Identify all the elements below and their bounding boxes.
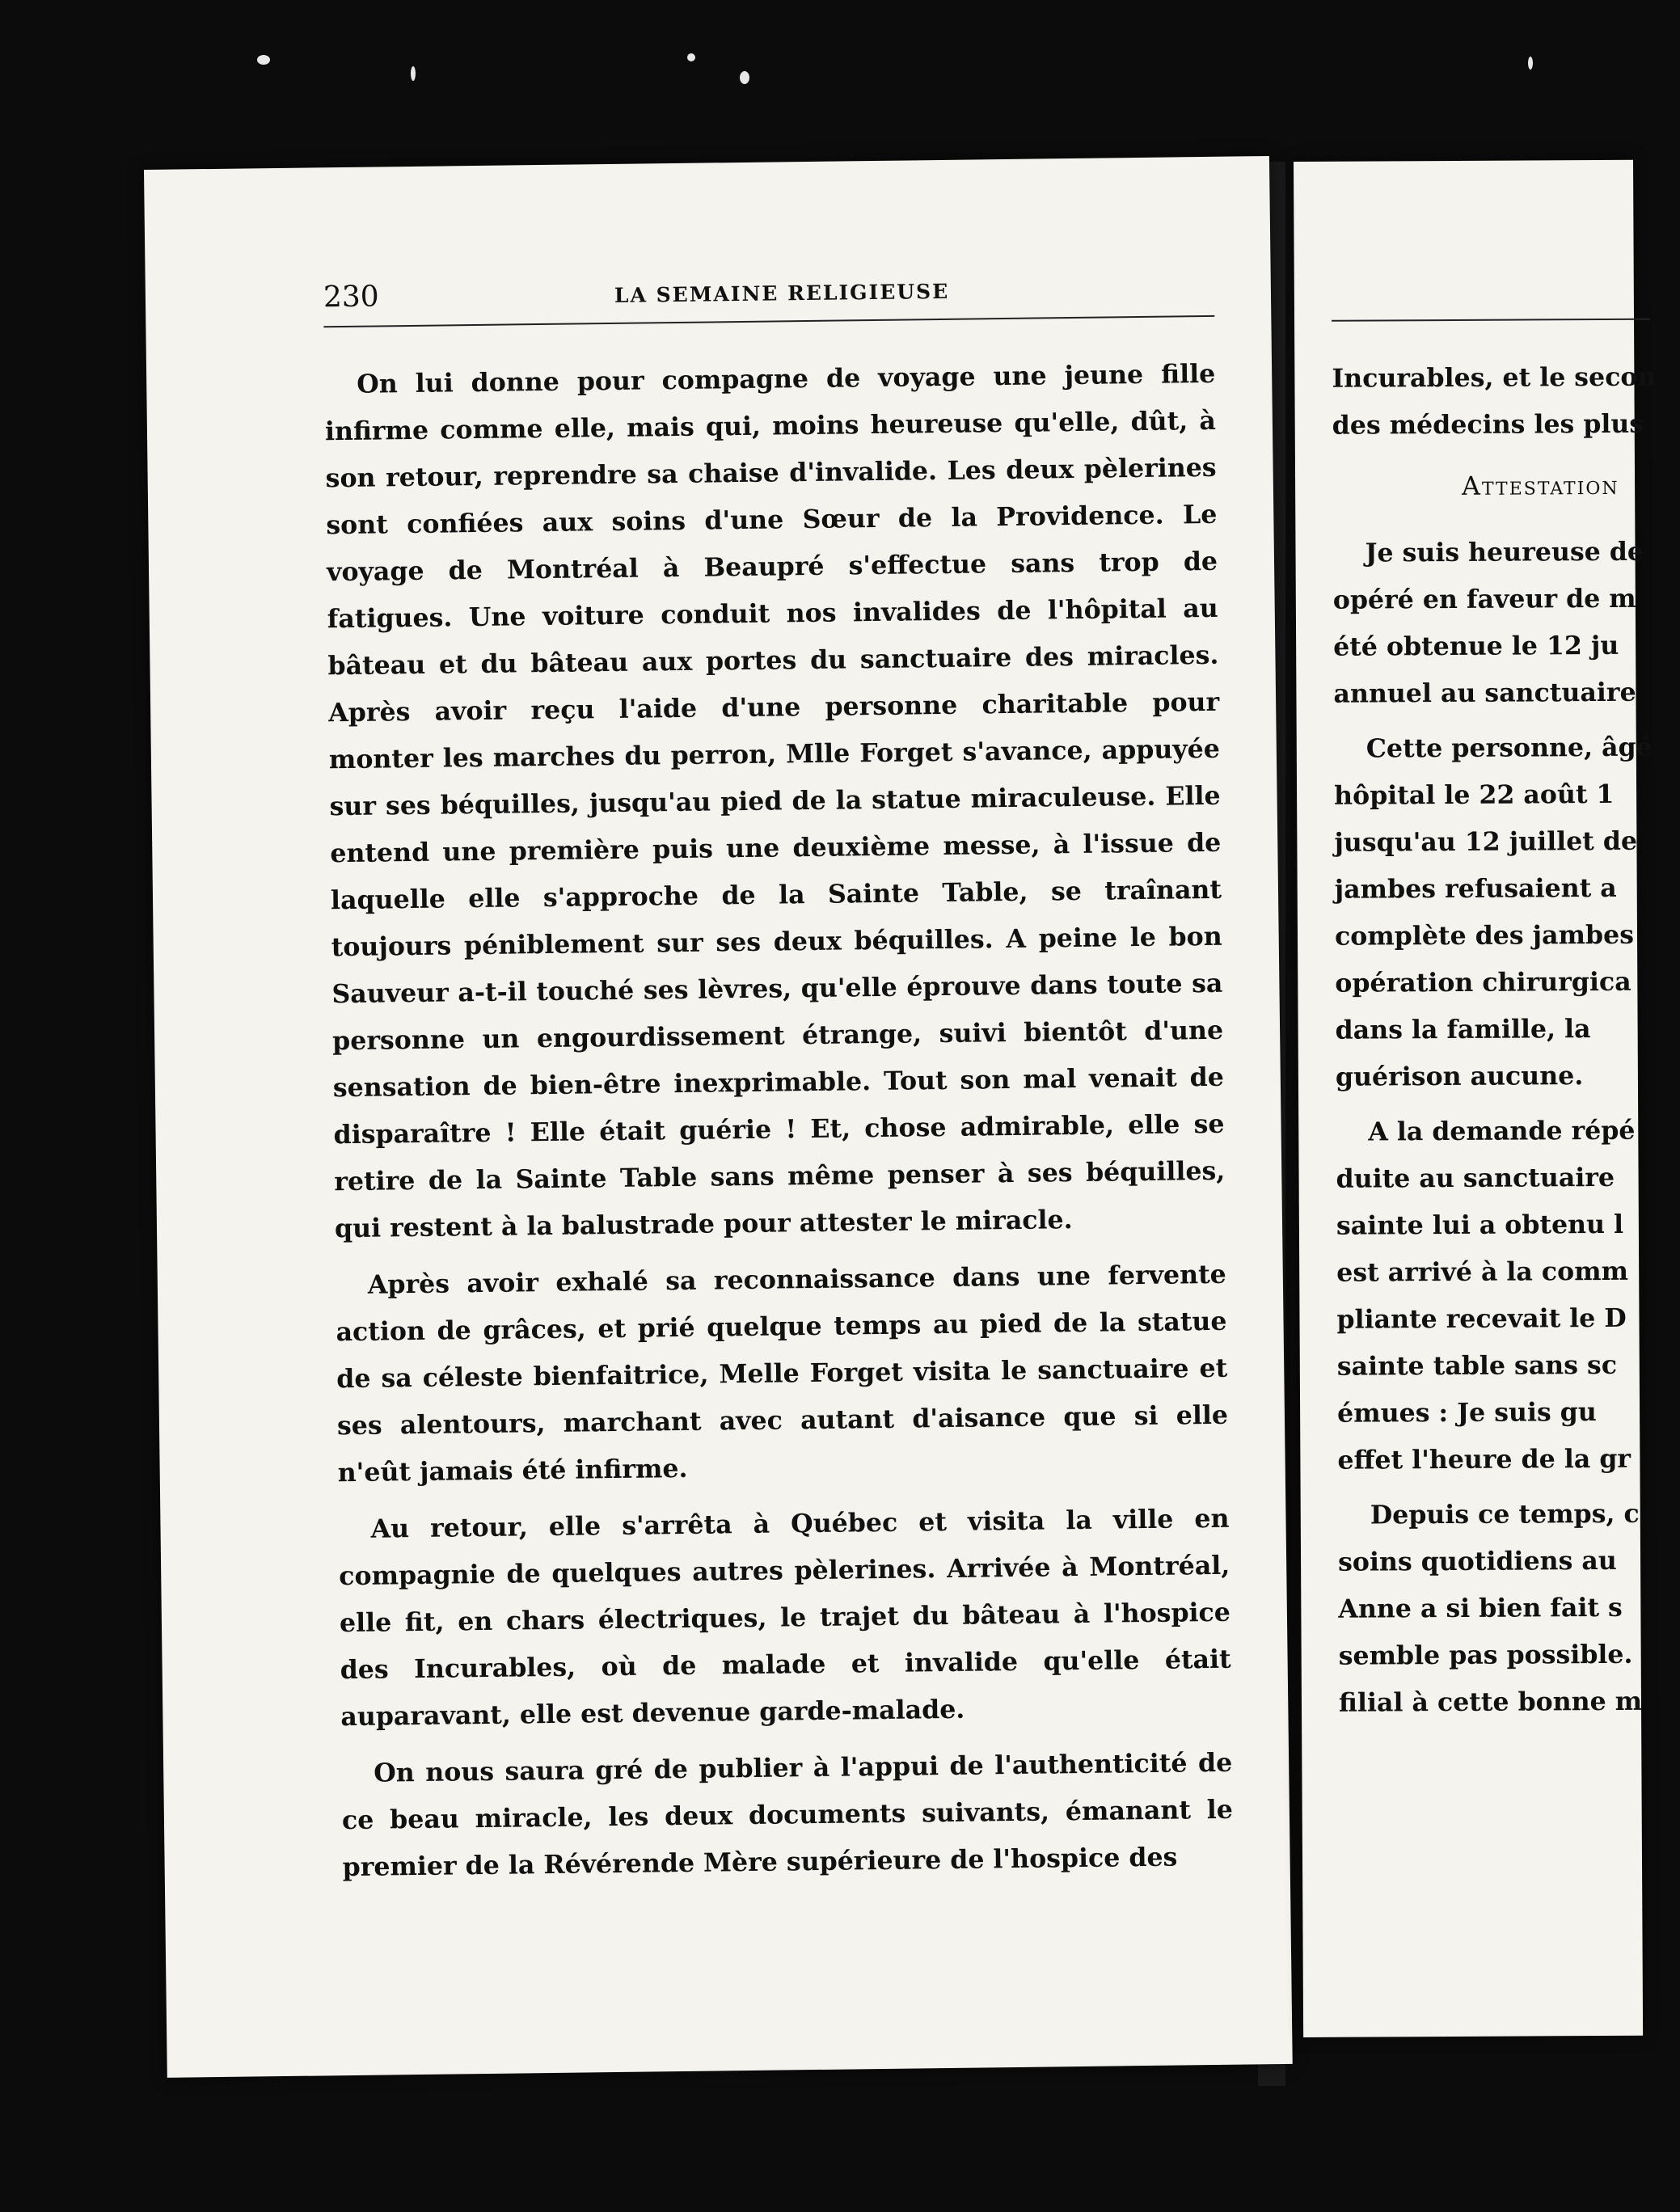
text-line: soins quotidiens au xyxy=(1337,1545,1617,1577)
paragraph-2: Après avoir exhalé sa reconnaissance dans une fervente action de grâces, et prié quelque temps au pied de la statue de sa céleste bienfaitrice, Melle Forget visita le sanctuaire et ses alentours, marchant avec autant d'aisance que si elle n'eût jamais été infirme. xyxy=(336,1259,1229,1488)
text-line: Depuis ce temps, c xyxy=(1370,1498,1640,1530)
text-line: des médecins les plus xyxy=(1332,408,1644,441)
text-line: effet l'heure de la gr xyxy=(1337,1443,1631,1475)
dust-speck xyxy=(740,71,749,84)
running-head-title: LA SEMAINE RELIGIEUSE xyxy=(614,279,950,307)
text-line: Incurables, et le secon xyxy=(1332,361,1657,394)
right-body-text xyxy=(1332,354,1678,1727)
header-rule-right xyxy=(1332,319,1650,322)
left-body-text xyxy=(324,351,1234,1901)
text-line: complète des jambes xyxy=(1334,919,1635,952)
dust-speck xyxy=(411,66,416,81)
left-page xyxy=(144,156,1293,2078)
paragraph-3: Au retour, elle s'arrêta à Québec et visita la ville en compagnie de quelques autres pèlerines. Arrivée à Montréal, elle fit, en chars électriques, le trajet du bâteau à l'hospice des Incurables, où de malade et invalide qu'elle était auparavant, elle est devenue garde-malade. xyxy=(339,1503,1231,1733)
text-line: duite au sanctuaire xyxy=(1336,1162,1615,1194)
text-line: A la demande répé xyxy=(1368,1115,1636,1147)
text-line: semble pas possible. xyxy=(1338,1639,1633,1671)
text-line: Cette personne, âgé xyxy=(1366,732,1653,764)
paragraph-4: On nous saura gré de publier à l'appui de l'authenticité de ce beau miracle, les deux documents suivants, émanant le premier de la Révérende Mère supérieure de l'hospice des xyxy=(341,1747,1234,1883)
text-line: dans la famille, la xyxy=(1335,1014,1591,1045)
text-line: opération chirurgica xyxy=(1335,966,1631,998)
paragraph-1: On lui donne pour compagne de voyage une jeune fille infirme comme elle, mais qui, moins heureuse qu'elle, dût, à son retour, reprendre sa chaise d'invalide. Les deux pèlerines sont confiées aux soins d'une Sœur de la Providence. Le voyage de Montréal à Beaupré s'effectue sans trop de fatigues. Une voiture conduit nos invalides de l'hôpital au bâteau et du bâteau aux portes du sanctuaire des miracles. Après avoir reçu l'aide d'une personne charitable pour monter les marches du perron, Mlle Forget s'avance, appuyée sur ses béquilles, jusqu'au pied de la statue miraculeuse. Elle entend une première puis une deuxième messe, à l'issue de laquelle elle s'approche de la Sainte Table, se traînant toujours péniblement sur ses deux béquilles. A peine le bon Sauveur a-t-il touché ses lèvres, qu'elle éprouve dans toute sa personne un engourdissement étrange, suivi bientôt d'une sensation de bien-être inexprimable. Tout son mal venait de disparaître ! Elle était guérie ! Et, chose admirable, elle se retire de la Sainte Table sans même penser à ses béquilles, qui restent à la balustrade pour attester le miracle. xyxy=(324,358,1226,1244)
text-line: guérison aucune. xyxy=(1335,1061,1584,1092)
right-page xyxy=(1294,160,1657,2037)
dust-speck xyxy=(257,55,270,65)
text-line: jusqu'au 12 juillet de xyxy=(1334,825,1638,858)
dust-speck xyxy=(1528,57,1533,70)
text-line: émues : Je suis gu xyxy=(1337,1397,1597,1429)
attestation-heading: Attestation xyxy=(1462,471,1619,501)
text-line: hôpital le 22 août 1 xyxy=(1334,779,1615,811)
text-line: annuel au sanctuaire xyxy=(1333,677,1636,709)
text-line: Je suis heureuse de xyxy=(1365,536,1644,568)
text-line: Anne a si bien fait s xyxy=(1338,1592,1623,1624)
text-line: été obtenue le 12 ju xyxy=(1333,630,1619,662)
text-line: filial à cette bonne m xyxy=(1338,1686,1643,1718)
page-number: 230 xyxy=(323,280,379,314)
text-line: opéré en faveur de m xyxy=(1332,583,1636,615)
text-line: est arrivé à la comm xyxy=(1336,1256,1629,1288)
text-line: sainte table sans sc xyxy=(1336,1349,1618,1382)
text-line: jambes refusaient a xyxy=(1334,872,1617,905)
text-line: sainte lui a obtenu l xyxy=(1336,1209,1624,1241)
dust-speck xyxy=(687,53,695,61)
running-head xyxy=(323,270,1215,321)
text-line: pliante recevait le D xyxy=(1336,1302,1627,1335)
